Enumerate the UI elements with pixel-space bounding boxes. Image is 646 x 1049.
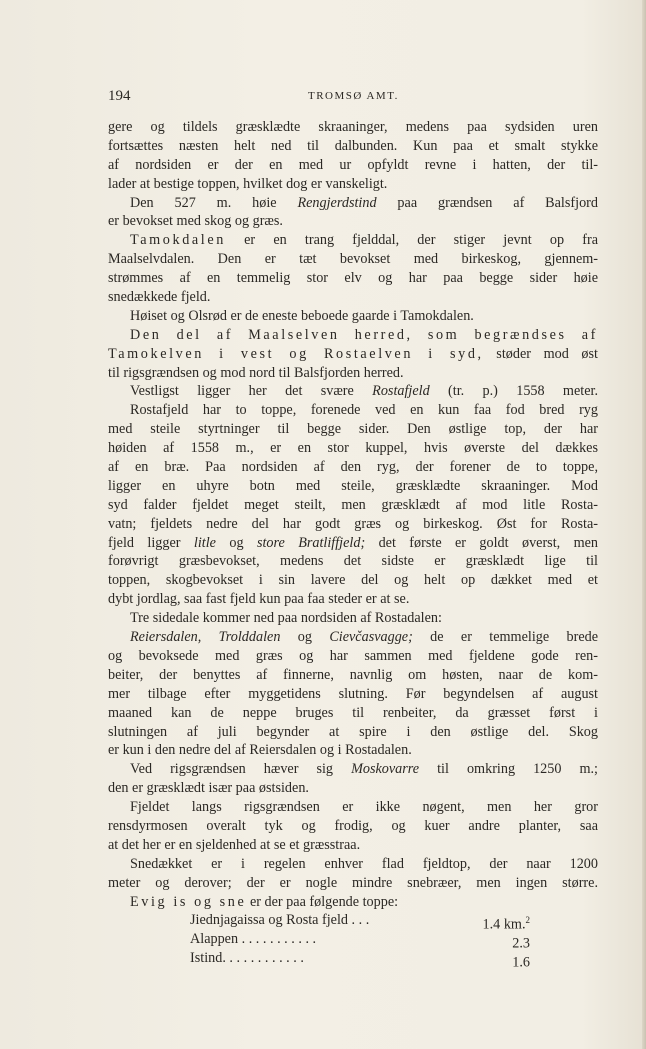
text-line: den er græsklædt især paa østsiden. [108, 780, 309, 797]
text-line: Evig is og sne er der paa følgende toppe: [130, 893, 399, 910]
text-line: Den 527 m. høie Rengjerdstind paa grændsen af Balsfjord [130, 194, 598, 211]
place-name: Moskovarre [351, 761, 420, 778]
text-line: Fjeldet langs rigsgrændsen er ikke nøgent, men her gror [130, 799, 598, 816]
text-line: maaned kan de neppe bruges til renbeiter, da græsset først i [108, 704, 598, 721]
text-line: meter og derover; der er nogle mindre snebræer, men ingen større. [108, 874, 598, 891]
text-line: at det her er en sjeldenhed at se et græsstraa. [108, 836, 361, 853]
table-row [190, 930, 530, 953]
text-line: vatn; fjeldets nedre del har godt græs og birkeskog. Øst for Rosta- [108, 515, 598, 532]
page-number: 194 [108, 88, 131, 104]
text-line: toppen, skogbevokset i sin lavere del og helt op dækket med et [108, 572, 598, 589]
text-line: af nordsiden er der en med ur opfyldt revne i hatten, der til- [108, 156, 598, 173]
text-line: Maalselvdalen. Den er tæt bevokset med birkeskog, gjennem- [108, 251, 598, 268]
glacier-table [190, 911, 530, 971]
text-line: dybt jordlag, saa fast fjeld kun paa faa steder er at se. [108, 591, 410, 608]
table-row [190, 949, 530, 971]
text-line: Tamokelven i vest og Rostaelven i syd, støder mod øst [108, 345, 598, 362]
text-line: ligger en uhyre botn med steile, græsklædte skraaninger. Mod [108, 477, 598, 494]
text-line: er bevokset med skog og græs. [108, 213, 283, 230]
text-line: høiden af 1558 m., er en stor kuppel, hvis øverste del dækkes [108, 440, 598, 457]
text-line: snedækkede fjeld. [108, 289, 211, 306]
text-line: strømmes af en temmelig stor elv og har paa begge sider høie [108, 270, 598, 287]
text-line: og bevoksede med græs og har sammen med fjeldene gode ren- [108, 647, 598, 664]
text-line: Tre sidedale kommer ned paa nordsiden af Rostadalen: [130, 610, 442, 627]
text-line: Ved rigsgrændsen hæver sig Moskovarre til omkring 1250 m.; [130, 761, 598, 778]
ice-area: 2.3 [512, 936, 530, 953]
text-line: beiter, der benyttes af finnerne, navnlig om høsten, naar de kom- [108, 666, 598, 683]
spaced-term: Den del af Maalselven herred, [130, 326, 413, 343]
text-line: slutningen af juli begynder at spire i den østlige del. Skog [108, 723, 598, 740]
text-line: af en bræ. Paa nordsiden af den ryg, der forener de to toppe, [108, 459, 598, 476]
peak-name: Istind. . . . . . . . . . . . [190, 950, 304, 967]
spaced-term: Tamokdalen [130, 232, 226, 249]
peak-name: Jiednjagaissa og Rosta fjeld . . . [190, 912, 370, 929]
page-edge [642, 0, 646, 1049]
spaced-term: Evig is og sne [130, 893, 247, 910]
text-line: er kun i den nedre del af Reiersdalen og i Rostadalen. [108, 742, 412, 759]
text-line: rensdyrmosen overalt tyk og frodig, og kuer andre planter, saa [108, 817, 598, 834]
place-name: Rengjerdstind [297, 194, 377, 211]
text-line: til rigsgrændsen og mod nord til Balsfjorden herred. [108, 364, 404, 381]
text-line: Vestligst ligger her det svære Rostafjeld (tr. p.) 1558 meter. [130, 383, 598, 400]
text-line: med steile styrtninger til begge sider. Den østlige top, der har [108, 421, 598, 438]
text-line: Reiersdalen, Trolddalen og Cievčasvagge; de er temmelige brede [130, 629, 598, 646]
table-row [190, 911, 530, 934]
spaced-term: Tamokelven i vest og Rostaelven i syd, [108, 345, 484, 362]
place-name: Reiersdalen, Trolddalen [130, 629, 281, 646]
text-line: syd falder fjeldet meget steilt, men græsklædt af mod litle Rosta- [108, 496, 598, 513]
text-line: Rostafjeld har to toppe, forenede ved en kun faa fod bred ryg [130, 402, 598, 419]
ice-area: 1.4 km.$^2$ [482, 915, 530, 934]
text-line: Den del af Maalselven herred, som begrændses af [130, 326, 598, 343]
text-line: fjeld ligger litle og store Bratliffjeld; det første er goldt øverst, men [108, 534, 598, 551]
ice-area: 1.6 [512, 954, 530, 971]
place-name: litle [193, 534, 216, 551]
text-line: gere og tildels græsklædte skraaninger, medens paa sydsiden uren [108, 119, 598, 135]
text-line: mer tilbage efter myggetidens slutning. Før begyndelsen af august [108, 685, 598, 702]
body-text [108, 118, 598, 971]
text-line: forøvrigt græsbevokset, medens det sidste er græsklædt lige til [108, 553, 598, 570]
place-name: Rostafjeld [372, 383, 430, 400]
text-line: Snedækket er i regelen enhver flad fjeldtop, der naar 1200 [130, 855, 598, 872]
page-header [108, 88, 598, 108]
text-line: Tamokdalen er en trang fjelddal, der stiger jevnt op fra [130, 232, 598, 249]
running-title: TROMSØ AMT. [308, 90, 399, 102]
place-name: Cievčasvagge; [329, 629, 413, 646]
place-name: store Bratliffjeld; [256, 534, 366, 551]
text-line: fortsættes næsten helt ned til dalbunden. Kun paa et smalt stykke [108, 137, 598, 154]
text-line: lader at bestige toppen, hvilket dog er vanskeligt. [108, 175, 388, 192]
text-line: Høiset og Olsrød er de eneste beboede gaarde i Tamokdalen. [130, 307, 474, 324]
peak-name: Alappen . . . . . . . . . . . [190, 931, 317, 948]
